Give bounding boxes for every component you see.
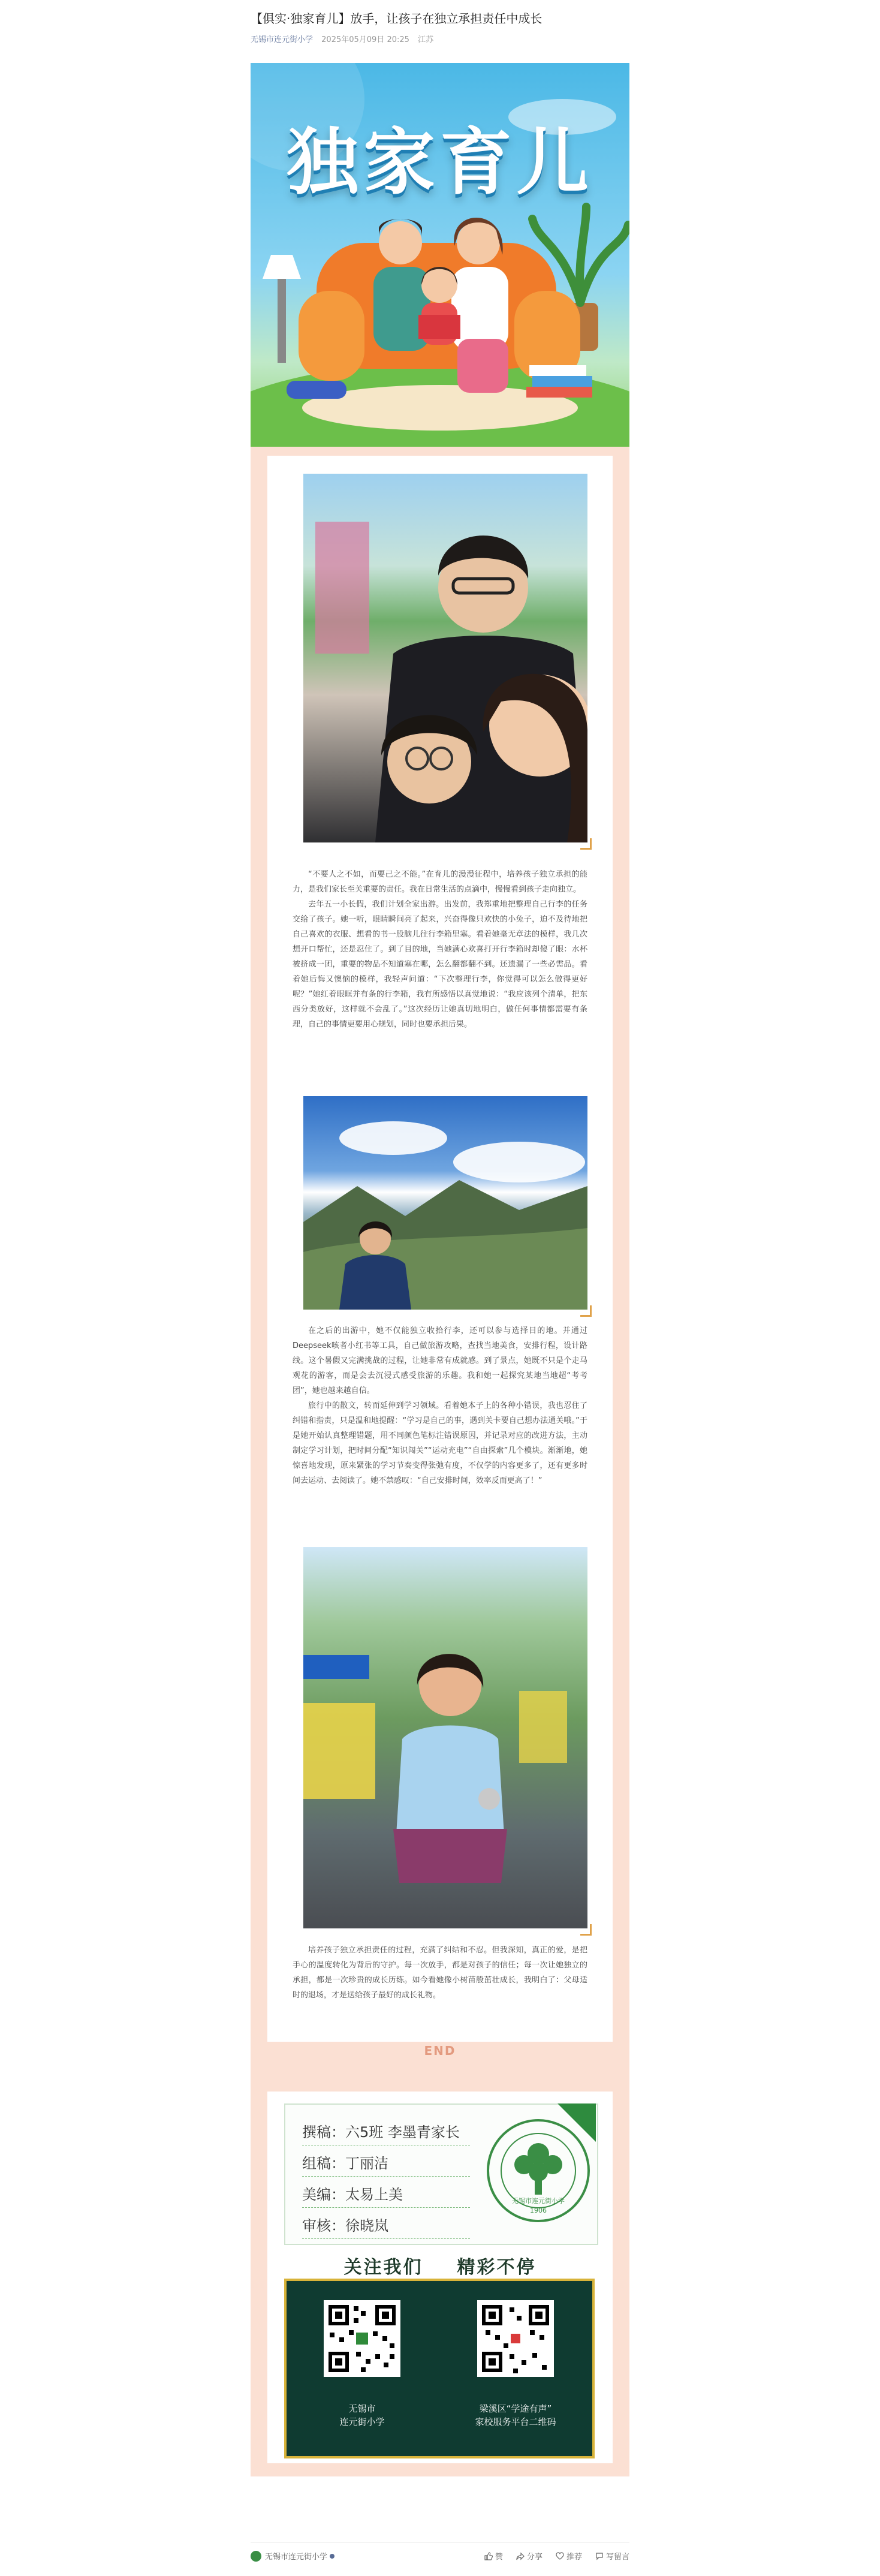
account-name: 无锡市连元街小学 (265, 2553, 328, 2562)
end-mark: END (424, 2044, 456, 2058)
qr-platform-caption (456, 2402, 575, 2428)
paragraph-group-3 (293, 1943, 587, 2003)
thumbs-up-icon (484, 2552, 493, 2560)
credit-editor: 组稿：丁丽洁 (302, 2151, 470, 2177)
credit-reviewer: 审核：徐晓岚 (302, 2214, 470, 2239)
bottom-action-bar (251, 2542, 629, 2567)
photo-mountain-trip (303, 1096, 587, 1310)
photo-corner-decoration (580, 1924, 592, 1936)
like-button[interactable] (484, 2550, 503, 2562)
paragraph: 去年五一小长假，我们计划全家出游。出发前，我郑重地把整理自己行李的任务交给了孩子。她一听，眼睛瞬间亮了起来，兴奋得像只欢快的小兔子，迫不及待地把自己喜欢的衣服、想看的书一股脑儿往行李箱里塞。看着她毫无章法的模样，我几次想开口帮忙，还是忍住了。到了目的地，当她满心欢喜打开行李箱时却傻了眼：水杯被挤成一团，重要的物品不知道塞在哪，怎么翻都翻不到。还遗漏了一些必需品。看着她后悔又懊恼的模样，我轻声问道：“下次整理行李，你觉得可以怎么做得更好呢？”她红着眼眶并有条的行李箱，我有所感悟以真觉地说：“我应该列个清单，把东西分类放好，这样就不会乱了。”这次经历让她真切地明白，做任何事情都需要有条理，自己的事情更要用心规划，同时也要承担后果。 (293, 900, 587, 1029)
school-logo-name: 无锡市连元街小学 (512, 2197, 565, 2205)
publish-location: 江苏 (418, 35, 434, 44)
account-info[interactable] (251, 2550, 334, 2562)
comment-label: 写留言 (605, 2553, 629, 2562)
author-link[interactable]: 无锡市连元街小学 (251, 35, 314, 44)
comment-icon (595, 2552, 604, 2560)
paragraph: 培养孩子独立承担责任的过程，充满了纠结和不忍。但我深知，真正的爱，是把手心的温度转化为背后的守护。每一次放手，都是对孩子的信任；每一次让她独立的承担，都是一次珍贵的成长历练。如今看她像小树苗般茁壮成长，我明白了：父母适时的退场，才是送给孩子最好的成长礼物。 (293, 1946, 587, 2000)
credit-writer: 撰稿：六5班 李墨青家长 (302, 2120, 470, 2145)
qr-platform-caption-line1: 梁溪区“学途有声” (479, 2403, 552, 2414)
share-label: 分享 (526, 2553, 543, 2562)
paragraph-group-2 (293, 1323, 587, 1488)
account-avatar-icon (251, 2551, 261, 2562)
qr-school-caption-line1: 无锡市 (348, 2403, 376, 2414)
credit-designer: 美编：太易上美 (302, 2183, 470, 2208)
qr-school-caption-line2: 连元街小学 (339, 2416, 385, 2427)
heart-icon (556, 2552, 564, 2560)
school-logo-year: 1906 (530, 2207, 547, 2214)
verified-icon (330, 2554, 334, 2559)
qr-code-platform[interactable] (477, 2300, 554, 2377)
banner-title: 独家育儿 (287, 121, 593, 204)
banner-illustration (251, 63, 629, 447)
share-icon (516, 2552, 525, 2560)
article-meta (251, 33, 439, 44)
photo-family (303, 474, 587, 842)
share-button[interactable] (516, 2550, 543, 2562)
paragraph: 旅行中的散文，转而延伸到学习领域。看着她本子上的各种小错误，我也忍住了纠错和指责，只是温和地提醒：“学习是自己的事，遇到关卡要自己想办法通关哦。”于是她开始认真整理错题，用不同颜色笔标注错误原因，并记录对应的改进方法，主动制定学习计划，把时间分配“知识闯关”“运动充电”“自由探索”几个模块。渐渐地，她惊喜地发现，原来紧张的学习节奏变得张弛有度，不仅学的内容更多了，还有更多时间去运动、去阅读了。她不禁感叹：“自己安排时间，效率反而更高了！” (293, 1401, 587, 1485)
publish-datetime: 2025年05月09日 20:25 (321, 35, 409, 44)
paragraph: “不要人之不如，而要己之不能。”在育儿的漫漫征程中，培养孩子独立承担的能力，是我们家长至关重要的责任。我在日常生活的点滴中，慢慢看到孩子走向独立。 (293, 870, 587, 894)
paragraph: 在之后的出游中，她不仅能独立收拾行李，还可以参与选择目的地。并通过Deepseek咳者小红书等工具，自己做旅游攻略，查找当地美食，安排行程，设计路线。这个暑假又完满挑战的过程，让她非常有成就感。到了景点，她既不只是个走马观花的游客，而是会去沉浸式感受旅游的乐趣。我和她一起探究某地当地超“考考团”，她也越来越自信。 (293, 1326, 587, 1395)
photo-hiking-event (303, 1547, 587, 1928)
recommend-label: 推荐 (566, 2553, 582, 2562)
qr-platform-caption-line2: 家校服务平台二维码 (475, 2416, 556, 2427)
photo-corner-decoration (580, 838, 592, 850)
qr-code-school[interactable] (324, 2300, 400, 2377)
photo-corner-decoration (580, 1305, 592, 1317)
qr-school-caption (302, 2402, 422, 2428)
like-label: 赞 (495, 2553, 503, 2562)
paragraph-group-1 (293, 867, 587, 1032)
follow-title-left: 关注我们 (343, 2257, 423, 2278)
follow-us-title (284, 2252, 596, 2279)
school-logo (484, 2117, 592, 2225)
comment-button[interactable] (595, 2550, 629, 2562)
action-group (471, 2550, 629, 2562)
follow-title-right: 精彩不停 (457, 2257, 537, 2278)
article-title: 【俱实·独家育儿】放手，让孩子在独立承担责任中成长 (251, 11, 543, 26)
recommend-button[interactable] (556, 2550, 582, 2562)
